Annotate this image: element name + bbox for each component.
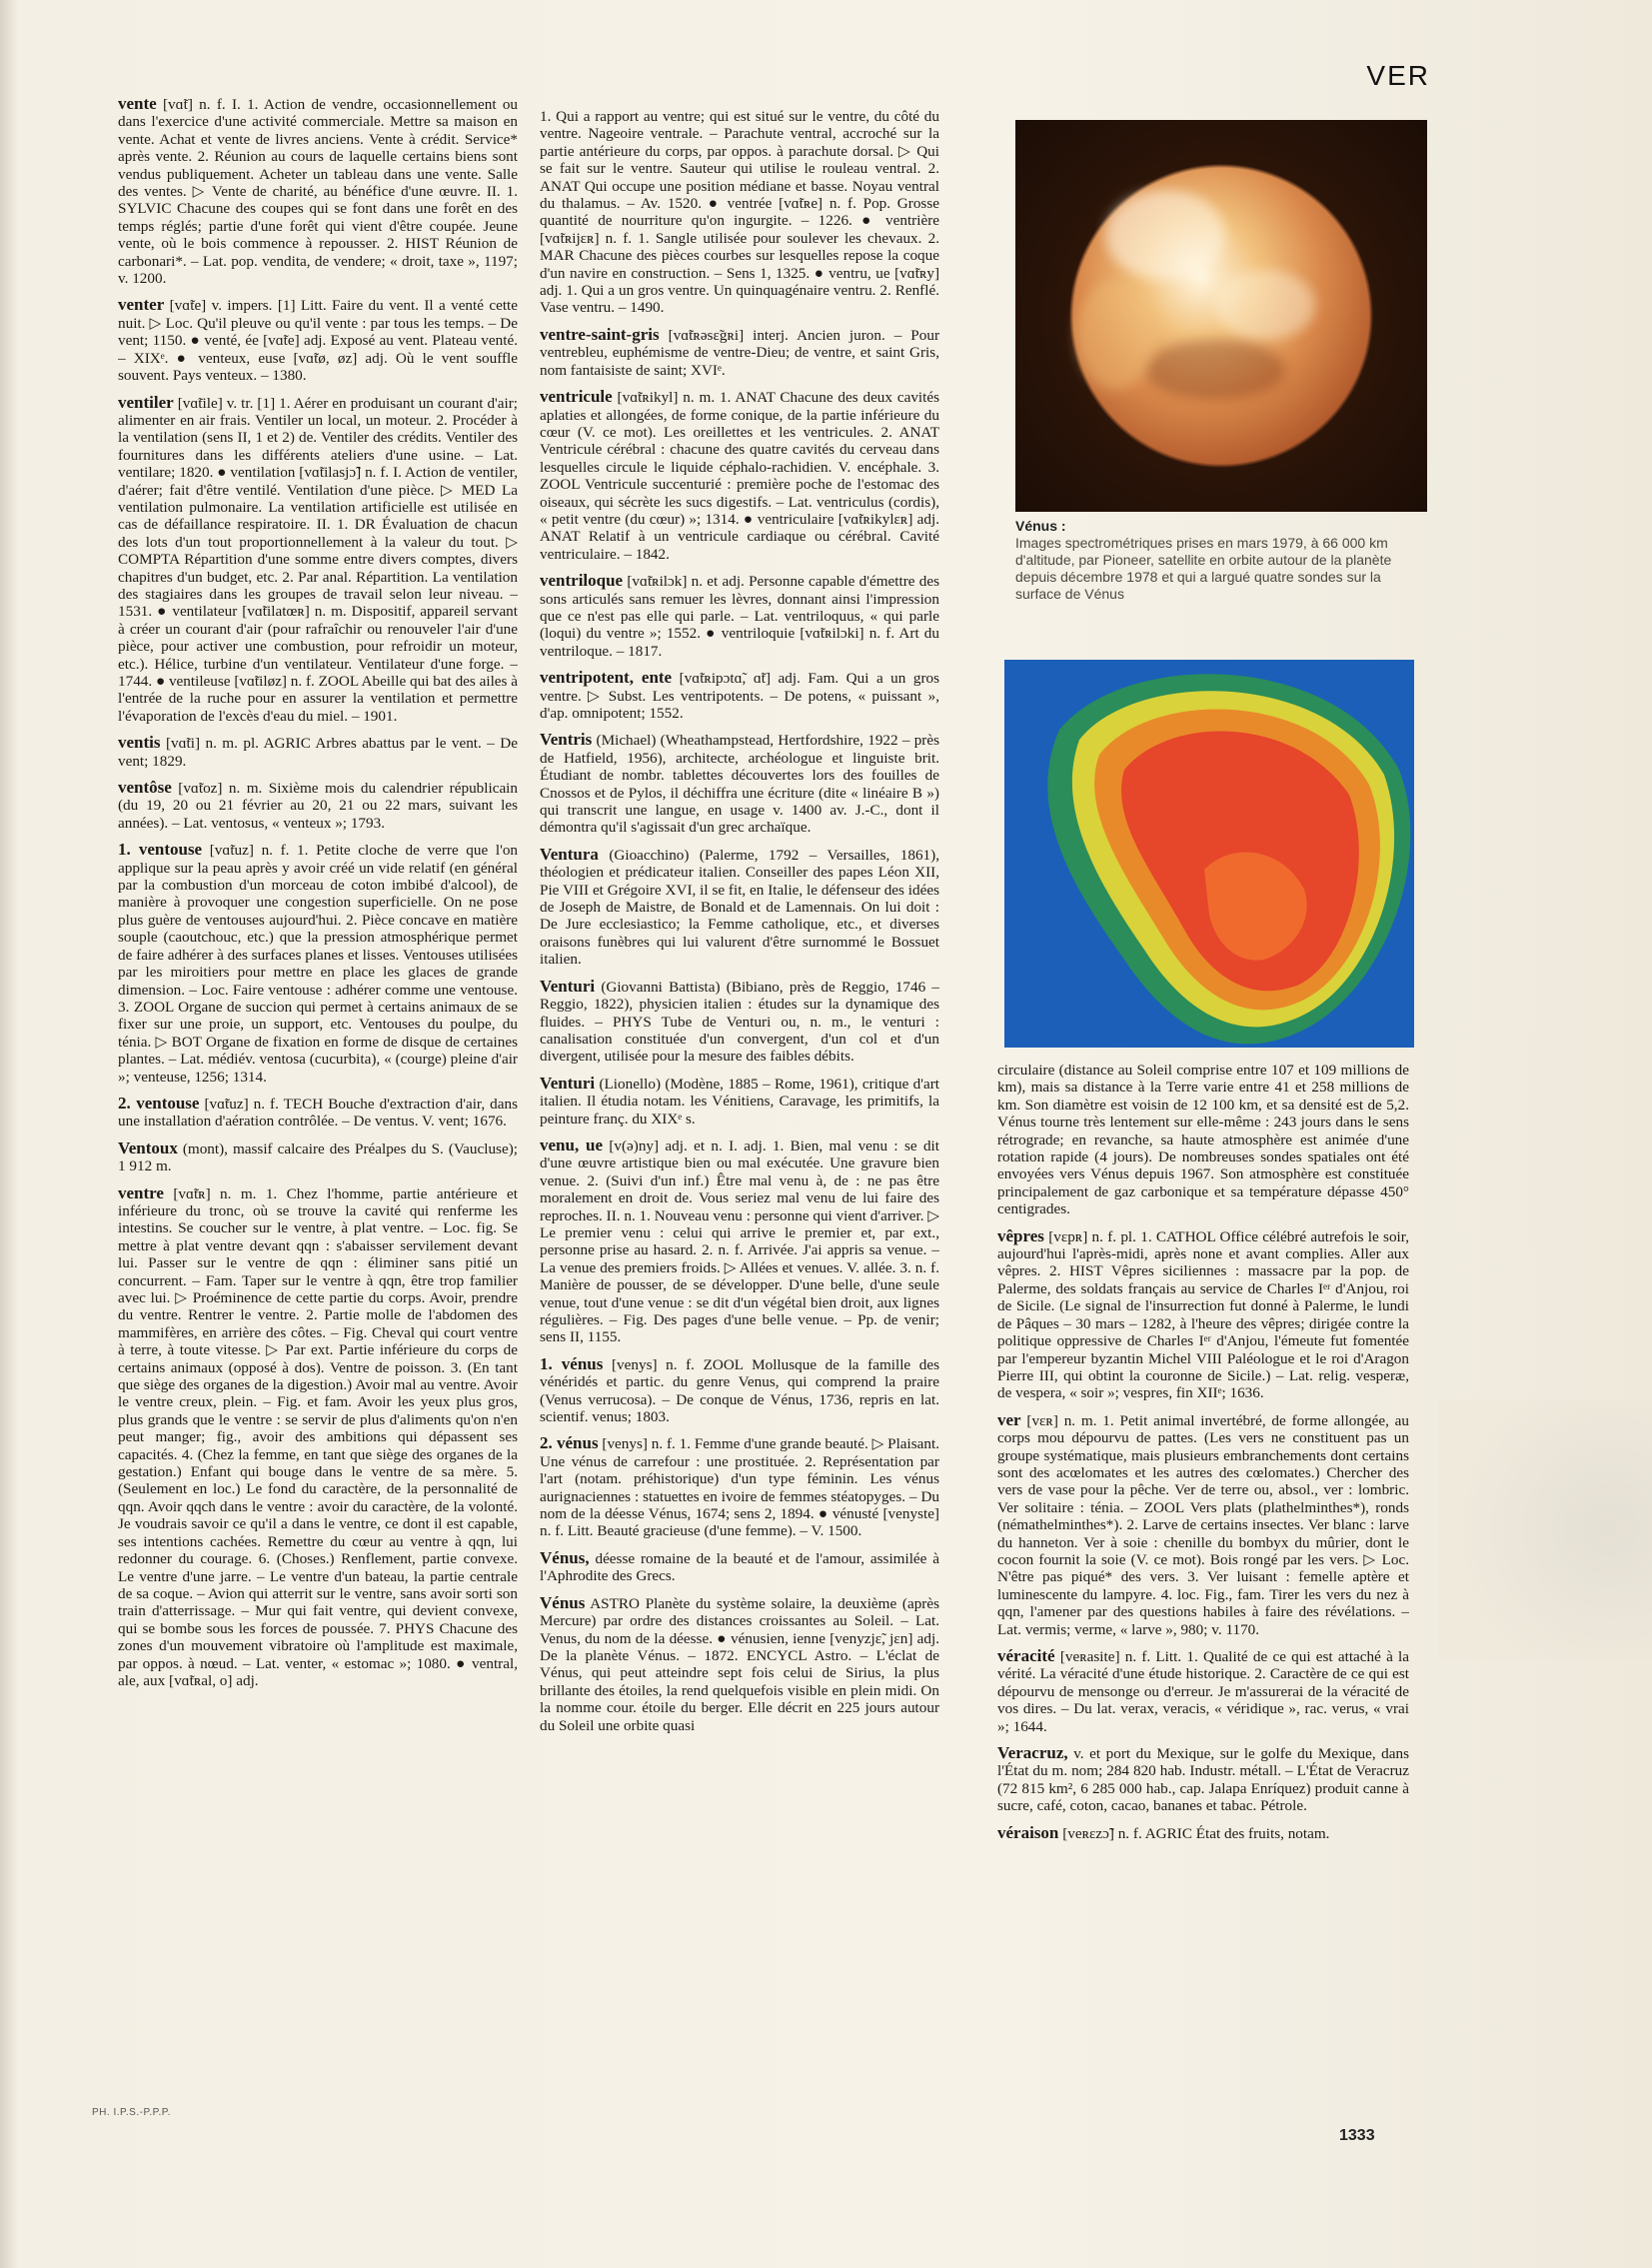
entry-headword: 2. vénus bbox=[540, 1433, 599, 1453]
page-number: 1333 bbox=[1339, 2127, 1375, 2144]
entry-definition: (mont), massif calcaire des Préalpes du S. (Vaucluse); 1 912 m. bbox=[118, 1139, 518, 1175]
entry-headword: Vénus, bbox=[540, 1547, 590, 1567]
dictionary-entry bbox=[118, 734, 518, 770]
dictionary-entry bbox=[997, 1062, 1409, 1218]
entry-definition: circulaire (distance au Soleil comprise entre 107 et 109 millions de km), mais sa distance à la Terre varie entre 41 et 258 millions de km. Son diamètre est voisin de 12 100 km, et sa densité est de 5,2. Vénus tourne très lentement sur elle-même : 243 jours dans le sens rétrograde; en revanche, sa haute atmosphère est animée d'une rotation rapide (4 jours). De nombreuses sondes spatiales ont été envoyées vers Vénus depuis 1967. Son atmosphère est constituée principalement de gaz carbonique et sa température dépasse 450° centigrades. bbox=[997, 1062, 1409, 1218]
entry-headword: Ventura bbox=[540, 844, 599, 864]
dictionary-entry bbox=[540, 108, 939, 317]
dictionary-entry bbox=[540, 846, 939, 969]
entry-headword: ventiler bbox=[118, 392, 174, 412]
dictionary-entry bbox=[540, 1136, 939, 1346]
dictionary-entry bbox=[118, 95, 518, 287]
entry-headword: 1. vénus bbox=[540, 1353, 604, 1373]
entry-definition: [vɑ̃tuz] n. f. 1. Petite cloche de verre que l'on applique sur la peau après y avoir créé un vide relatif (en général par la combustion d'un morceau de coton imbibé d'alcool), de manière à provoquer une congestion superficielle. On ne pose plus guère de ventouses aujourd'hui. 2. Pièce concave en matière souple (caoutchouc, etc.) que la pression atmosphérique permet de faire adhérer à des surfaces planes et lisses. Ventouses utilisées par les miroitiers pour mettre en place les glaces de grande dimension. – Loc. Faire ventouse : adhérer comme une ventouse. 3. ZOOL Organe de succion qui permet à certains animaux de se fixer sur une proie, un support, etc. Ventouses du poulpe, du ténia. ▷ BOT Organe de fixation en forme de disque de certaines plantes. – Lat. médiév. ventosa (cucurbita), « (courge) pleine d'air »; venteuse, 1256; 1314. bbox=[118, 842, 518, 1086]
caption-text: Images spectrométriques prises en mars 1979, à 66 000 km d'altitude, par Pioneer, satellite en orbite autour de la planète depuis décembre 1978 et qui a largué quatre sondes sur la surface de Vénus bbox=[1015, 535, 1392, 602]
entry-headword: vêpres bbox=[997, 1225, 1044, 1245]
entry-definition: (Michael) (Wheathampstead, Hertfordshire, 1922 – près de Hatfield, 1956), architecte, archéologue et linguiste brit. Étudiant de nombr. tablettes découvertes lors des fouilles de Cnossos et de Pylos, il déchiffra une écriture (dite « linéaire B ») qui transcrit une langue, en usage v. 1400 av. J.-C., dont il démontra qu'il s'agissait d'un grec archaïque. bbox=[540, 732, 939, 837]
entry-definition: v. et port du Mexique, sur le golfe du Mexique, dans l'État du m. nom; 284 820 hab. Industr. métall. – L'État de Veracruz (72 815 km², 6 285 000 hab., cap. Jalapa Enríquez) produit canne à sucre, café, coton, cacao, bananes et tabac. Pétrole. bbox=[997, 1745, 1409, 1815]
entry-headword: Ventoux bbox=[118, 1137, 178, 1157]
cloud-swirl bbox=[1145, 340, 1285, 400]
entry-headword: Veracruz, bbox=[997, 1743, 1068, 1763]
entry-definition: [vɑ̃tʀ] n. m. 1. Chez l'homme, partie antérieure et inférieure du tronc, où se trouve la cavité qui renferme les intestins. Se coucher sur le ventre, à plat ventre. – Loc. fig. Se mettre à plat ventre devant qqn : s'abaisser servilement devant lui. Passer sur le ventre de qqn : éliminer sans pitié un concurrent. – Fam. Taper sur le ventre à qqn, être trop familier avec lui. ▷ Proéminence de cette partie du corps. Avoir, prendre du ventre. Rentrer le ventre. 2. Partie molle de l'abdomen des mammifères, en arrière des côtes. – Fig. Cheval qui court ventre à terre, à toute vitesse. ▷ Par ext. Partie inférieure du corps de certains animaux (opposé à dos). Ventre de poisson. 3. (En tant que siège des organes de la digestion.) Avoir mal au ventre. Avoir le ventre creux, plein. – Fig. et fam. Avoir les yeux plus gros, plus grands que le ventre : se servir de plus d'aliments qu'on n'en peut manger; fig., avoir des ambitions qui dépassent ses capacités. 4. (Chez la femme, en tant que siège des organes de la gestation.) Enfant qui bouge dans le ventre de sa mère. 5. (Seulement en loc.) Le fond du caractère, de la personnalité de qqn. Avoir qqch dans le ventre : avoir du caractère, de la volonté. Je voudrais savoir ce qu'il a dans le ventre, ce dont il est capable, ses intentions cachées. Remettre du cœur au ventre à qqn, lui redonner du courage. 6. (Choses.) Renflement, partie convexe. Le ventre d'une jarre. – Le ventre d'un bateau, la partie centrale de sa coque. – Avion qui atterrit sur le ventre, sans avoir sorti son train d'atterrissage. – Mur qui fait ventre, qui devient convexe, qui se bombe sous les forces de poussée. 7. PHYS Chacune des zones d'un mouvement vibratoire où l'amplitude est maximale, par oppos. à nœud. – Lat. venter, « estomac »; 1080. ● ventral, ale, aux [vɑ̃tʀal, o] adj. bbox=[118, 1184, 518, 1689]
entry-definition: [vɑ̃tʀipɔtɑ̃, ɑ̃t] adj. Fam. Qui a un gros ventre. ▷ Subst. Les ventripotents. – De potens, « puissant », d'ap. omnipotent; 1552. bbox=[540, 670, 939, 722]
entry-headword: ventôse bbox=[118, 778, 172, 798]
spectral-map bbox=[1004, 660, 1414, 1048]
dictionary-entry bbox=[118, 1095, 518, 1131]
cloud-swirl bbox=[1105, 190, 1225, 280]
entry-definition: [v(ə)ny] adj. et n. I. adj. 1. Bien, mal venu : se dit d'une œuvre artistique bien ou mal exécutée. Une gravure bien venue. 2. (Suivi d'un inf.) Être mal venu à, de : ne pas être moralement en droit de. Vous seriez mal venu de lui faire des reproches. II. n. 1. Nouveau venu : personne qui vient d'arriver. ▷ Le premier venu : celui qui arrive le premier et, par ext., personne prise au hasard. 2. n. f. Arrivée. J'ai appris sa venue. – La venue des premiers froids. ▷ Allées et venues. V. allée. 3. n. f. Manière de pousser, de se développer. D'une belle, d'une seule venue, tout d'une venue : se dit d'un végétal bien droit, aux lignes régulières. – Fig. Des pages d'une belle venue. – Pp. de venir; sens II, 1155. bbox=[540, 1136, 939, 1346]
entry-headword: Venturi bbox=[540, 976, 596, 996]
dictionary-entry bbox=[997, 1227, 1409, 1402]
entry-headword: véracité bbox=[997, 1646, 1055, 1665]
entry-definition: [vɑ̃tile] v. tr. [1] 1. Aérer en produisant un courant d'air; alimenter en air frais. Ventiler un local, un moteur. 2. Procéder à la ventilation (sens II, 1 et 2) de. Ventiler des crédits. Ventiler des fournitures dans les différents ateliers d'une usine. – Lat. ventilare; 1820. ● ventilation [vɑ̃tilasjɔ̃] n. f. I. Action de ventiler, d'aérer; fait d'être ventilé. Ventilation d'une pièce. ▷ MED La ventilation pulmonaire. La ventilation artificielle est utilisée en cas de défaillance respiratoire. II. 1. DR Évaluation de chacun des lots d'un tout proportionnellement à la valeur du tout. ▷ COMPTA Répartition d'une somme entre divers comptes, divers chapitres d'un budget, etc. 2. Par anal. Répartition. La ventilation des stagiaires dans les groupes de travail selon leur niveau. – 1531. ● ventilateur [vɑ̃tilatœʀ] n. m. Dispositif, appareil servant à créer un courant d'air (pour rafraîchir ou renouveler l'air d'une pièce, pour activer une combustion, pour refroidir un moteur, etc.). Hélice, turbine d'un ventilateur. Ventilateur d'une forge. – 1744. ● ventileuse [vɑ̃tiløz] n. f. ZOOL Abeille qui bat des ailes à l'entrée de la ruche pour en assurer la ventilation et permettre l'évaporation de l'excès d'eau du miel. – 1901. bbox=[118, 394, 518, 725]
entry-definition: (Giovanni Battista) (Bibiano, près de Reggio, 1746 – Reggio, 1822), physicien italien : études sur la dynamique des fluides. – PHYS Tube de Venturi ou, n. m., le venturi : canalisation constituée d'un convergent, d'un col et d'un divergent, utilisée pour la mesure des faibles débits. bbox=[540, 978, 939, 1066]
dictionary-entry bbox=[540, 1075, 939, 1128]
dictionary-entry bbox=[118, 841, 518, 1086]
cloud-swirl bbox=[1075, 280, 1155, 390]
dictionary-entry bbox=[540, 1434, 939, 1539]
dictionary-entry bbox=[540, 326, 939, 379]
dictionary-entry bbox=[118, 779, 518, 832]
entry-headword: ventre-saint-gris bbox=[540, 324, 660, 344]
entry-headword: Ventris bbox=[540, 730, 593, 750]
dictionary-entry bbox=[118, 1139, 518, 1175]
entry-headword: ventripotent, ente bbox=[540, 668, 673, 688]
dictionary-entry bbox=[540, 669, 939, 722]
entry-headword: ver bbox=[997, 1409, 1021, 1429]
entry-definition: (Gioacchino) (Palerme, 1792 – Versailles, 1861), théologien et prédicateur italien. Conseiller des papes Léon XII, Pie VIII et Grégoire XVI, il se fit, en Italie, le défenseur des idées de Joseph de Maistre, de Bonald et de Lamennais. On lui doit : De Jure ecclesiastico; la Femme catholique, etc., et diverses oraisons funèbres qui lui valurent d'être surnommé le Bossuet italien. bbox=[540, 846, 939, 969]
entry-definition: [veʀasite] n. f. Litt. 1. Qualité de ce qui est attaché à la vérité. La véracité d'une étude historique. 2. Caractère de ce qui est dépourvu de mensonge ou d'erreur. Je m'assurerai de la véracité de vos dires. – Du lat. verax, veracis, « véridique », rac. verus, « vrai »; 1644. bbox=[997, 1648, 1409, 1735]
entry-definition: [vɑ̃tuz] n. f. TECH Bouche d'extraction d'air, dans une installation d'aération contrôlée. – De ventus. V. vent; 1676. bbox=[118, 1095, 518, 1131]
column-2 bbox=[540, 108, 939, 2117]
venus-photo-1 bbox=[1015, 120, 1427, 512]
entry-definition: [vɛpʀ] n. f. pl. 1. CATHOL Office célébré autrefois le soir, aujourd'hui l'après-midi, après none et avant complies. Aller aux vêpres. 2. HIST Vêpres siciliennes : massacre par la pop. de Palerme, des soldats français au service de Charles Iᵉʳ d'Anjou, roi de Sicile. (Le signal de l'insurrection fut donné à Palerme, le lundi de Pâques – 30 mars – 1282, à l'heure des vêpres; dirigée contre la politique oppressive de Charles Iᵉʳ d'Anjou, l'émeute fut fomentée par l'empereur byzantin Michel VIII Paléologue et le roi d'Aragon Pierre III, qui obtint la couronne de Sicile.) – Lat. relig. vesperæ, de vespera, « soir »; vespres, fin XIIᵉ; 1636. bbox=[997, 1227, 1409, 1402]
entry-definition: [veʀɛzɔ̃] n. f. AGRIC État des fruits, notam. bbox=[1062, 1824, 1330, 1842]
entry-headword: venter bbox=[118, 295, 165, 315]
entry-definition: [vɑ̃toz] n. m. Sixième mois du calendrier républicain (du 19, 20 ou 21 février au 20, 21 ou 22 mars, suivant les années). – Lat. ventosus, « venteux »; 1793. bbox=[118, 780, 518, 832]
dictionary-entry bbox=[118, 1184, 518, 1690]
column-3 bbox=[997, 1062, 1409, 2146]
entry-definition: [vɑ̃te] v. impers. [1] Litt. Faire du vent. Il a venté cette nuit. ▷ Loc. Qu'il pleuve ou qu'il vente : par tous les temps. – De vent; 1150. ● venté, ée [vɑ̃te] adj. Exposé au vent. Plateau venté. – XIXᵉ. ● venteux, euse [vɑ̃tø, øz] adj. Où le vent souffle souvent. Pays venteux. – 1380. bbox=[118, 297, 518, 385]
entry-headword: 2. ventouse bbox=[118, 1093, 200, 1113]
dictionary-entry bbox=[997, 1744, 1409, 1815]
dictionary-entry bbox=[540, 1549, 939, 1585]
entry-headword: ventis bbox=[118, 733, 161, 753]
entry-headword: 1. ventouse bbox=[118, 840, 203, 860]
scan-shadow bbox=[1439, 1399, 1652, 1659]
entry-headword: ventricule bbox=[540, 387, 613, 407]
entry-definition: 1. Qui a rapport au ventre; qui est situé sur le ventre, du côté du ventre. Nageoire ventrale. – Parachute ventral, accroché sur la partie antérieure du corps, par oppos. à parachute dorsal. ▷ Qui se fait sur le ventre. Sauteur qui utilise le rouleau ventral. 2. ANAT Qui occupe une position médiane et basse. Noyau ventral du thalamus. – Av. 1520. ● ventrée [vɑ̃tʀe] n. f. Pop. Grosse quantité de nourriture qu'on ingurgite. – 1226. ● ventrière [vɑ̃tʀijɛʀ] n. f. 1. Sangle utilisée pour soulever les chevaux. 2. MAR Chacune des pièces courbes sur lesquelles repose la coque d'un navire en construction. – Sens 1, 1325. ● ventru, ue [vɑ̃tʀy] adj. 1. Qui a un gros ventre. Un quinquagénaire ventru. 2. Renflé. Vase ventru. – 1490. bbox=[540, 108, 939, 317]
dictionary-entry bbox=[997, 1647, 1409, 1735]
entry-definition: déesse romaine de la beauté et de l'amour, assimilée à l'Aphrodite des Grecs. bbox=[540, 1549, 939, 1585]
entry-headword: véraison bbox=[997, 1822, 1059, 1842]
cloud-swirl bbox=[1215, 270, 1315, 340]
dictionary-entry bbox=[118, 394, 518, 726]
photo-credit: PH. I.P.S.-P.P.P. bbox=[92, 2107, 171, 2118]
venus-spectrometric-image bbox=[1004, 660, 1414, 1048]
entry-definition: [vɑ̃t] n. f. I. 1. Action de vendre, occasionnellement ou dans l'exercice d'une activité commerciale. Mettre sa maison en vente. Achat et vente de livres anciens. Vente à crédit. Service* après vente. 2. Réunion au cours de laquelle certains biens sont vendus publiquement. Acheter un tableau dans une vente. Salle des ventes. ▷ Vente de charité, au bénéfice d'une œuvre. II. 1. SYLVIC Chacune des coupes qui se font dans une forêt en des temps réglés; partie d'une forêt qui vient d'être coupée. Jeune vente, où le bois commence à repousser. 2. HIST Réunion de carbonari*. – Lat. pop. vendita, de vendere; « droit, taxe », 1197; v. 1200. bbox=[118, 96, 518, 288]
entry-definition: [venys] n. f. 1. Femme d'une grande beauté. ▷ Plaisant. Une vénus de carrefour : une prostituée. 2. Représentation par l'art (notam. préhistorique) d'un type féminin. Les vénus aurignaciennes : statuettes en ivoire de femmes stéatopyges. – Du nom de la déesse Vénus, 1674; sens 2, 1894. ● vénusté [venyste] n. f. Litt. Beauté gracieuse (d'une femme). – V. 1500. bbox=[540, 1435, 939, 1540]
entry-definition: [vɛʀ] n. m. 1. Petit animal invertébré, de forme allongée, au corps mou dépourvu de pattes. (Les vers ne constituent pas un groupe systématique, mais plusieurs embranchements dont certains sont des acœlomates et les autres des cœlomates.) Chercher des vers de vase pour la pêche. Ver de terre ou, absol., ver : lombric. Ver solitaire : ténia. – ZOOL Vers plats (plathelminthes*), ronds (némathelminthes*). 2. Larve de certains insectes. Ver blanc : larve du hanneton. Ver à soie : chenille du bombyx du mûrier, dont le cocon fournit la soie (V. ce mot). Bois rongé par les vers. ▷ Loc. N'être pas piqué* des vers. 3. Ver luisant : femelle aptère et luminescente du lampyre. 4. loc. Fig., fam. Tirer les vers du nez à qqn, l'amener par des questions habiles à faire des révélations. – Lat. vermis; verme, « larve », 980; v. 1170. bbox=[997, 1411, 1409, 1638]
dictionary-entry bbox=[540, 731, 939, 836]
entry-headword: ventriloque bbox=[540, 571, 624, 591]
entry-definition: [vɑ̃ti] n. m. pl. AGRIC Arbres abattus par le vent. – De vent; 1829. bbox=[118, 735, 518, 770]
entry-headword: venu, ue bbox=[540, 1134, 603, 1154]
dictionary-entry bbox=[118, 296, 518, 384]
entry-definition: [vɑ̃tʀilɔk] n. et adj. Personne capable d'émettre des sons articulés sans remuer les lèvres, donnant ainsi l'impression que ce n'est pas elle qui parle. – Lat. ventriloquus, « qui parle (loqui) du ventre »; 1552. ● ventriloquie [vɑ̃tʀilɔki] n. f. Art du ventriloque. – 1817. bbox=[540, 573, 939, 660]
dictionary-entry bbox=[540, 1594, 939, 1734]
entry-definition: [vɑ̃tʀəsɛ̃gʀi] interj. Ancien juron. – Pour ventrebleu, euphémisme de ventre-Dieu; de ventre, et saint Gris, nom fantaisiste de saint; XVIᵉ. bbox=[540, 326, 939, 379]
dictionary-entry bbox=[540, 978, 939, 1066]
entry-headword: Venturi bbox=[540, 1073, 596, 1093]
figure-caption bbox=[1015, 518, 1415, 603]
caption-title: Vénus : bbox=[1015, 518, 1066, 534]
entry-headword: vente bbox=[118, 95, 157, 113]
dictionary-entry bbox=[997, 1411, 1409, 1638]
entry-definition: ASTRO Planète du système solaire, la deuxième (après Mercure) par ordre des distances croissantes au Soleil. – Lat. Venus, du nom de la déesse. ● vénusien, ienne [venyzjɛ̃, jɛn] adj. De la planète Vénus. – 1872. ENCYCL Astro. – L'éclat de Vénus, qui peut atteindre sept fois celui de Sirius, la plus brillante des étoiles, la rend quelquefois visible en plein midi. On la nomme cour. étoile du berger. Elle décrit en 225 jours autour du Soleil une orbite quasi bbox=[540, 1594, 939, 1734]
dictionary-entry bbox=[540, 572, 939, 660]
entry-definition: (Lionello) (Modène, 1885 – Rome, 1961), critique d'art italien. Il étudia notam. les Vénitiens, Caravage, les primitifs, la peinture franç. du XIXᵉ s. bbox=[540, 1075, 939, 1128]
entry-definition: [venys] n. f. ZOOL Mollusque de la famille des vénéridés et partic. du genre Venus, qui comprend la praire (Venus verrucosa). – De conque de Vénus, 1736, repris en lat. scientif. venus; 1803. bbox=[540, 1355, 939, 1426]
dictionary-entry bbox=[540, 1355, 939, 1426]
entry-definition: [vɑ̃tʀikyl] n. m. 1. ANAT Chacune des deux cavités aplaties et allongées, de forme conique, de la partie inférieure du cœur (V. ce mot). Les oreillettes et les ventricules. 2. ANAT Ventricule cérébral : chacune des quatre cavités du cerveau dans lesquelles circule le liquide céphalo-rachidien. V. encéphale. 3. ZOOL Ventricule succenturié : première poche de l'estomac des oiseaux, qui sécrète les sucs digestifs. – Lat. ventriculus (cordis), « petit ventre (du cœur) »; 1314. ● ventriculaire [vɑ̃tʀikylɛʀ] adj. ANAT Relatif à un ventricule cardiaque ou cérébral. Cavité ventriculaire. – 1842. bbox=[540, 389, 939, 563]
entry-headword: Vénus bbox=[540, 1592, 586, 1612]
dictionary-entry bbox=[997, 1824, 1409, 1842]
page-header-word: VER bbox=[1366, 60, 1430, 91]
column-1 bbox=[118, 95, 518, 2104]
dictionary-entry bbox=[540, 388, 939, 563]
entry-headword: ventre bbox=[118, 1182, 164, 1202]
